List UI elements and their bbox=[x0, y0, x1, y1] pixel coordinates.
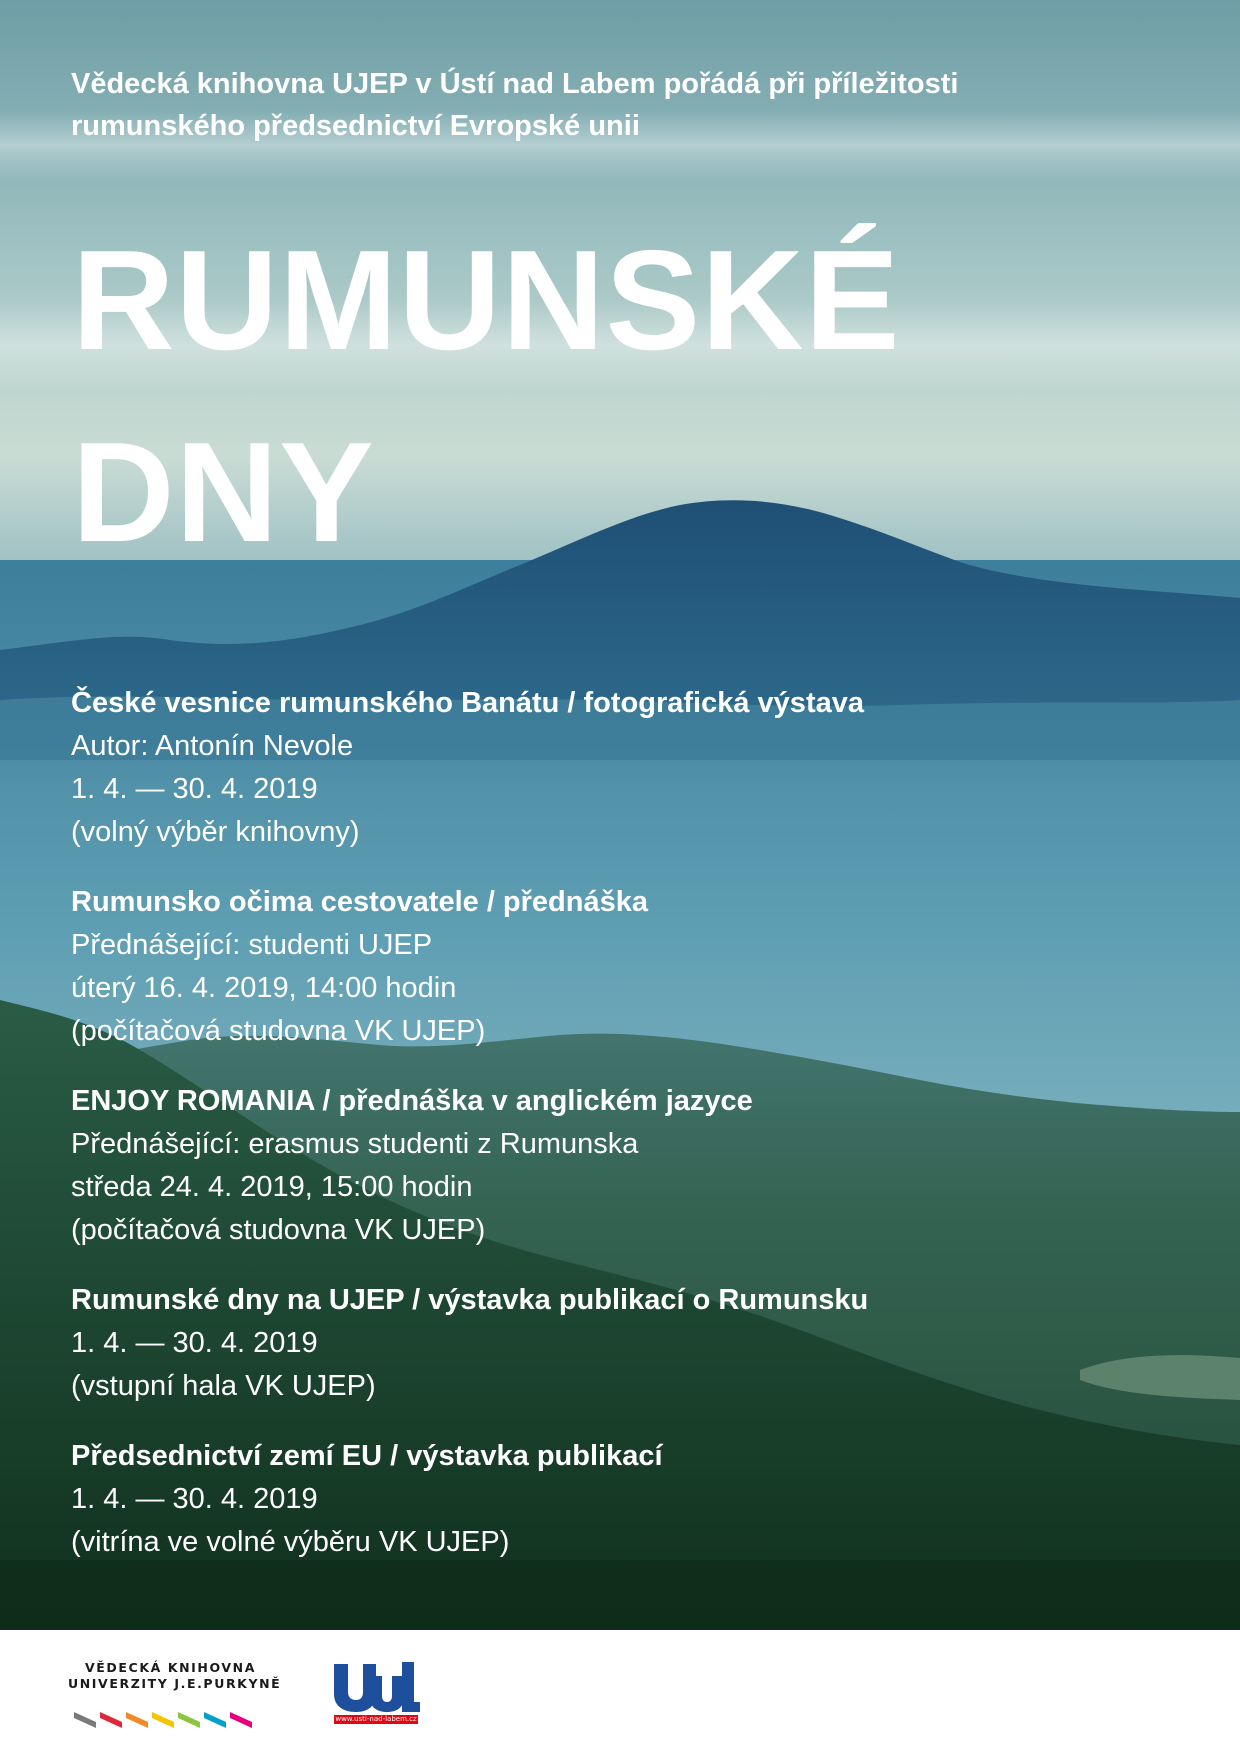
event-date: 1. 4. — 30. 4. 2019 bbox=[71, 773, 318, 805]
city-logo bbox=[330, 1658, 430, 1738]
library-logo-line-1: VĚDECKÁ KNIHOVNA bbox=[85, 1660, 256, 1675]
library-logo bbox=[68, 1660, 282, 1750]
event-location: (počítačová studovna VK UJEP) bbox=[71, 1015, 486, 1047]
event-location: (vstupní hala VK UJEP) bbox=[71, 1370, 376, 1402]
intro-text bbox=[71, 63, 1171, 147]
event-item bbox=[71, 1435, 1191, 1564]
poster-title bbox=[72, 205, 900, 589]
library-logo-line-2: UNIVERZITY J.E.PURKYNĚ bbox=[68, 1676, 282, 1691]
library-logo-stripe bbox=[204, 1712, 226, 1728]
library-logo-stripe bbox=[152, 1712, 174, 1728]
event-location: (volný výběr knihovny) bbox=[71, 816, 360, 848]
title-line-2: DNY bbox=[72, 413, 375, 572]
title-line-1: RUMUNSKÉ bbox=[72, 221, 901, 380]
event-detail: Přednášející: studenti UJEP bbox=[71, 929, 433, 961]
footer-logos bbox=[0, 1630, 1240, 1754]
event-item bbox=[71, 682, 1191, 854]
event-title: ENJOY ROMANIA / přednáška v anglickém jazyce bbox=[71, 1085, 753, 1117]
event-date: 1. 4. — 30. 4. 2019 bbox=[71, 1483, 318, 1515]
event-date: úterý 16. 4. 2019, 14:00 hodin bbox=[71, 972, 457, 1004]
library-logo-stripe bbox=[100, 1712, 122, 1728]
library-logo-stripe bbox=[178, 1712, 200, 1728]
library-logo-stripes-icon bbox=[70, 1706, 260, 1736]
event-item bbox=[71, 1080, 1191, 1252]
event-location: (počítačová studovna VK UJEP) bbox=[71, 1214, 486, 1246]
event-detail: Autor: Antonín Nevole bbox=[71, 730, 354, 762]
city-logo-url: www.usti-nad-labem.cz bbox=[335, 1715, 417, 1723]
event-list bbox=[71, 682, 1191, 1591]
event-title: Rumunské dny na UJEP / výstavka publikací o Rumunsku bbox=[71, 1284, 869, 1316]
event-title: Předsednictví zemí EU / výstavka publikací bbox=[71, 1440, 663, 1472]
intro-line-2: rumunského předsednictví Evropské unii bbox=[71, 110, 640, 142]
library-logo-stripe bbox=[126, 1712, 148, 1728]
event-item bbox=[71, 1279, 1191, 1408]
event-title: České vesnice rumunského Banátu / fotografická výstava bbox=[71, 687, 864, 719]
event-item bbox=[71, 881, 1191, 1053]
city-logo-icon bbox=[330, 1658, 422, 1716]
event-date: středa 24. 4. 2019, 15:00 hodin bbox=[71, 1171, 473, 1203]
event-detail: Přednášející: erasmus studenti z Rumunska bbox=[71, 1128, 639, 1160]
intro-line-1: Vědecká knihovna UJEP v Ústí nad Labem pořádá při příležitosti bbox=[71, 68, 959, 100]
event-location: (vitrína ve volné výběru VK UJEP) bbox=[71, 1526, 510, 1558]
library-logo-stripe bbox=[230, 1712, 252, 1728]
event-date: 1. 4. — 30. 4. 2019 bbox=[71, 1327, 318, 1359]
library-logo-stripe bbox=[74, 1712, 96, 1728]
event-title: Rumunsko očima cestovatele / přednáška bbox=[71, 886, 648, 918]
